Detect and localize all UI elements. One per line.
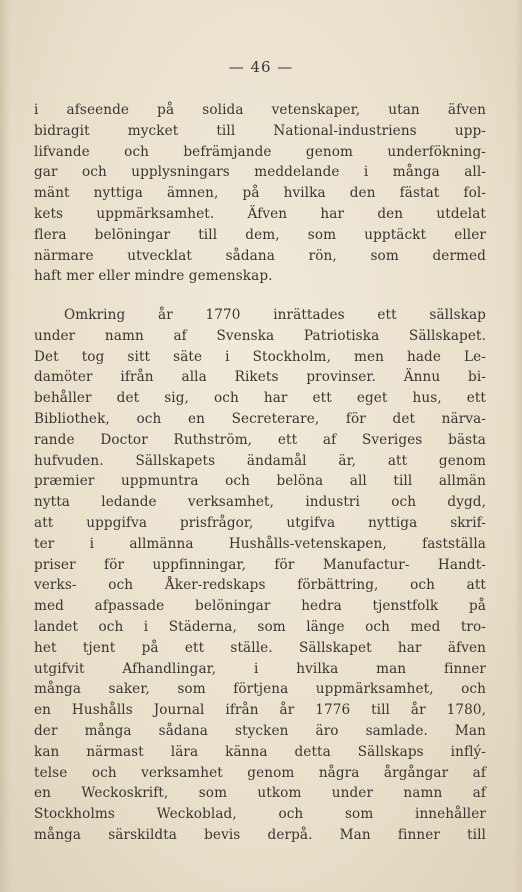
text-line: flera belöningar till dem, som upptäckt eller — [34, 226, 486, 243]
text-line: Stockholms Weckoblad, och som innehåller — [34, 806, 486, 823]
text-line: der många sådana stycken äro samlade. Man — [34, 722, 486, 739]
text-line: haft mer eller mindre gemenskap. — [34, 268, 273, 285]
text-line: kan närmast lära känna detta Sällskaps inflý- — [34, 743, 486, 760]
text-line: lifvande och befrämjande genom underfökning- — [34, 143, 486, 160]
text-line: Bibliothek, och en Secreterare, för det närva- — [34, 410, 486, 427]
text-line: Omkring år 1770 inrättades ett sällskap — [64, 307, 486, 323]
text-line: utgifvit Afhandlingar, i hvilka man finner — [34, 660, 486, 677]
text-line: Det tog sitt säte i Stockholm, men hade Le- — [34, 348, 486, 365]
text-line: telse och verksamhet genom några årgångar af — [34, 764, 486, 781]
text-line: landet och i Städerna, som länge och med tro- — [34, 618, 486, 635]
text-line: att uppgifva prisfrågor, utgifva nyttiga skrif- — [34, 514, 486, 531]
text-line: en Weckoskrift, som utkom under namn af — [34, 785, 486, 802]
text-line: en Hushålls Journal ifrån år 1776 till år 1780, — [34, 702, 486, 719]
text-line: damöter ifrån alla Rikets provinser. Ännu bi- — [34, 369, 486, 386]
text-line: under namn af Svenska Patriotiska Sällskapet. — [34, 327, 486, 344]
text-line: bidragit mycket till National-industriens upp- — [34, 122, 486, 139]
text-line: rande Doctor Ruthström, ett af Sveriges bästa — [34, 431, 486, 448]
text-line: gar och upplysningars meddelande i många all- — [34, 164, 486, 181]
page-edge-left — [0, 0, 10, 892]
page-edge-right — [514, 0, 522, 892]
text-line: många särskildta bevis derpå. Man finner till — [34, 826, 486, 843]
text-line: i afseende på solida vetenskaper, utan äfven — [34, 102, 486, 118]
text-line: priser för uppfinningar, för Manufactur- Handt- — [34, 556, 486, 573]
text-line: præmier uppmuntra och belöna all till allmän — [34, 473, 486, 490]
text-line: med afpassade belöningar hedra tjenstfolk på — [34, 598, 486, 615]
text-line: hufvuden. Sällskapets ändamål är, att genom — [34, 452, 486, 469]
page-number-header: — 46 — — [228, 58, 294, 76]
text-line: kets uppmärksamhet. Äfven har den utdelat — [34, 205, 486, 222]
text-line: närmare utvecklat sådana rön, som dermed — [34, 247, 486, 264]
paragraph-1 — [34, 100, 486, 287]
paragraph-2 — [34, 305, 486, 846]
text-line: het tjent på ett ställe. Sällskapet har äfven — [34, 639, 486, 656]
text-line: mänt nyttiga ämnen, på hvilka den fästat fol- — [34, 185, 486, 202]
text-line: behåller det sig, och har ett eget hus, ett — [34, 390, 486, 407]
text-line: många saker, som förtjena uppmärksamhet, och — [34, 681, 486, 698]
text-line: ter i allmänna Hushålls-vetenskapen, fastställa — [34, 535, 486, 552]
text-line: nytta ledande verksamhet, industri och dygd, — [34, 494, 486, 511]
text-line: verks- och Åker-redskaps förbättring, och att — [34, 577, 486, 594]
